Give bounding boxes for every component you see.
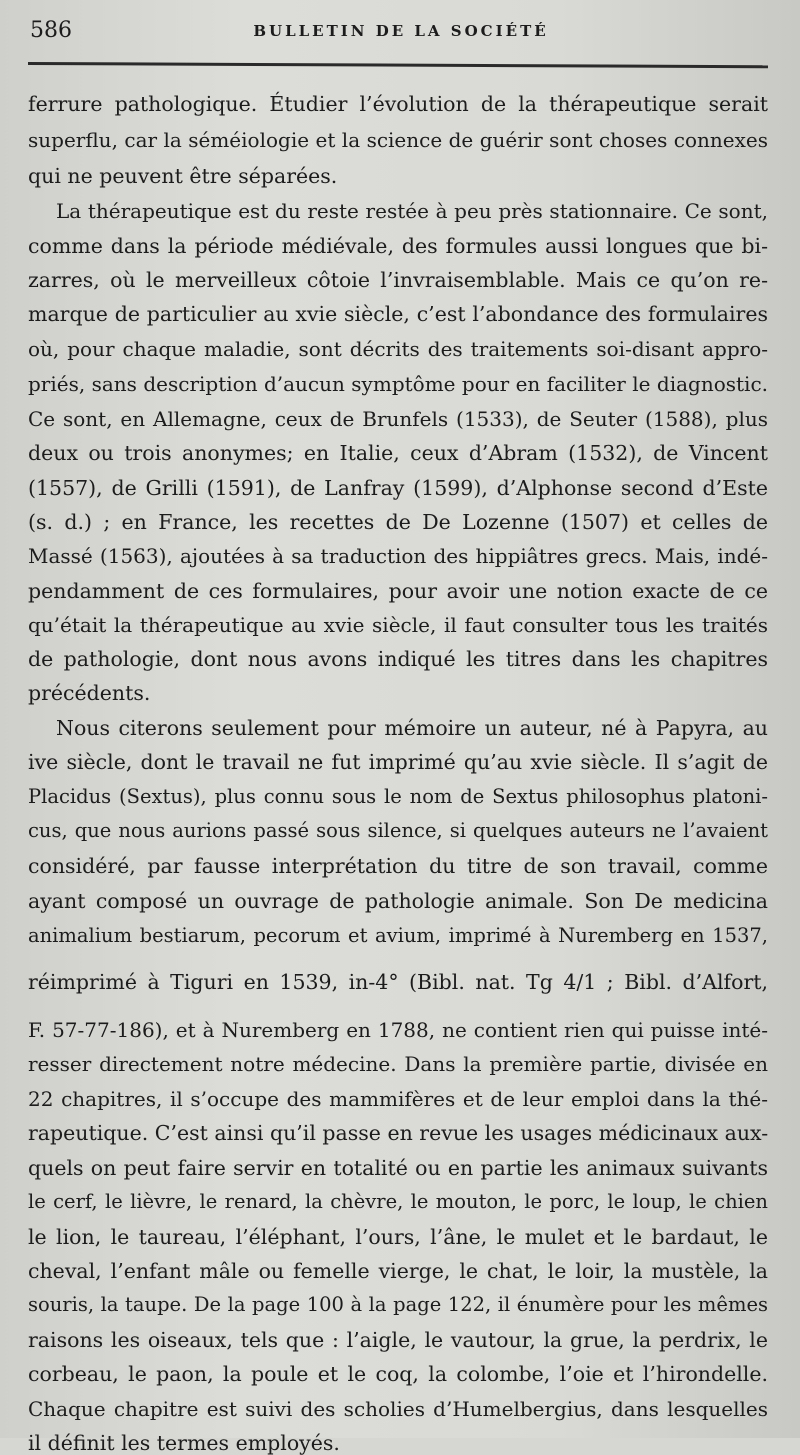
text-line: Chaque chapitre est suivi des scholies d’Humelbergius, dans lesquelles	[28, 1397, 768, 1421]
text-line: Placidus (Sextus), plus connu sous le nom de Sextus philosophus platoni-	[28, 785, 768, 808]
text-line: Massé (1563), ajoutées à sa traduction des hippiâtres grecs. Mais, indé-	[28, 544, 768, 568]
text-line: réimprimé à Tiguri en 1539, in-4° (Bibl. nat. Tg 4/1 ; Bibl. d’Alfort,	[28, 970, 768, 994]
text-line: Ce sont, en Allemagne, ceux de Brunfels (1533), de Seuter (1588), plus	[28, 407, 768, 431]
text-line: zarres, où le merveilleux côtoie l’invraisemblable. Mais ce qu’on re-	[28, 268, 768, 292]
text-line: superflu, car la séméiologie et la science de guérir sont choses connexes	[28, 128, 768, 152]
text-line: raisons les oiseaux, tels que : l’aigle, le vautour, la grue, la perdrix, le	[28, 1328, 768, 1352]
text-line: cheval, l’enfant mâle ou femelle vierge, le chat, le loir, la mustèle, la	[28, 1259, 768, 1283]
text-line: La thérapeutique est du reste restée à peu près stationnaire. Ce sont,	[56, 199, 768, 223]
text-line: animalium bestiarum, pecorum et avium, imprimé à Nuremberg en 1537,	[28, 924, 768, 947]
running-title: BULLETIN DE LA SOCIÉTÉ	[253, 22, 549, 40]
text-line: marque de particulier au xvie siècle, c’est l’abondance des formulaires	[28, 302, 768, 326]
text-line: ayant composé un ouvrage de pathologie animale. Son De medicina	[28, 889, 768, 913]
text-line: de pathologie, dont nous avons indiqué les titres dans les chapitres	[28, 647, 768, 671]
text-line: priés, sans description d’aucun symptôme pour en faciliter le diagnostic.	[28, 372, 768, 396]
text-line: pendamment de ces formulaires, pour avoir une notion exacte de ce	[28, 579, 768, 603]
text-line: considéré, par fausse interprétation du titre de son travail, comme	[28, 854, 768, 878]
text-line: rapeutique. C’est ainsi qu’il passe en revue les usages médicinaux aux-	[28, 1121, 769, 1145]
text-line: comme dans la période médiévale, des formules aussi longues que bi-	[28, 234, 768, 258]
text-line: le lion, le taureau, l’éléphant, l’ours, l’âne, le mulet et le bardaut, le	[28, 1225, 768, 1249]
text-line: F. 57-77-186), et à Nuremberg en 1788, ne contient rien qui puisse inté-	[28, 1018, 768, 1042]
text-line: où, pour chaque maladie, sont décrits des traitements soi-disant appro-	[28, 337, 768, 361]
page-number: 586	[30, 18, 72, 43]
text-line: qui ne peuvent être séparées.	[28, 164, 338, 188]
text-line: quels on peut faire servir en totalité ou en partie les animaux suivants	[28, 1156, 768, 1180]
text-line: deux ou trois anonymes; en Italie, ceux d’Abram (1532), de Vincent	[28, 441, 768, 465]
text-line: qu’était la thérapeutique au xvie siècle, il faut consulter tous les traités	[28, 613, 768, 637]
text-line: précédents.	[28, 681, 151, 705]
text-line: corbeau, le paon, la poule et le coq, la colombe, l’oie et l’hirondelle.	[28, 1362, 768, 1386]
text-line: (1557), de Grilli (1591), de Lanfray (1599), d’Alphonse second d’Este	[28, 476, 768, 500]
text-line: souris, la taupe. De la page 100 à la page 122, il énumère pour les mêmes	[28, 1293, 768, 1316]
text-line: Nous citerons seulement pour mémoire un auteur, né à Papyra, au	[56, 716, 768, 740]
text-line: cus, que nous aurions passé sous silence, si quelques auteurs ne l’avaient	[28, 819, 768, 842]
text-line: 22 chapitres, il s’occupe des mammifères et de leur emploi dans la thé-	[28, 1087, 768, 1111]
text-line: il définit les termes employés.	[28, 1431, 340, 1455]
text-line: ive siècle, dont le travail ne fut imprimé qu’au xvie siècle. Il s’agit de	[28, 750, 768, 774]
text-line: (s. d.) ; en France, les recettes de De Lozenne (1507) et celles de	[28, 510, 768, 534]
header-rule	[28, 62, 768, 68]
text-line: resser directement notre médecine. Dans la première partie, divisée en	[28, 1052, 768, 1076]
text-line: le cerf, le lièvre, le renard, la chèvre, le mouton, le porc, le loup, le chien	[28, 1190, 768, 1213]
text-line: ferrure pathologique. Étudier l’évolution de la thérapeutique serait	[28, 92, 768, 116]
page-header	[26, 16, 776, 50]
